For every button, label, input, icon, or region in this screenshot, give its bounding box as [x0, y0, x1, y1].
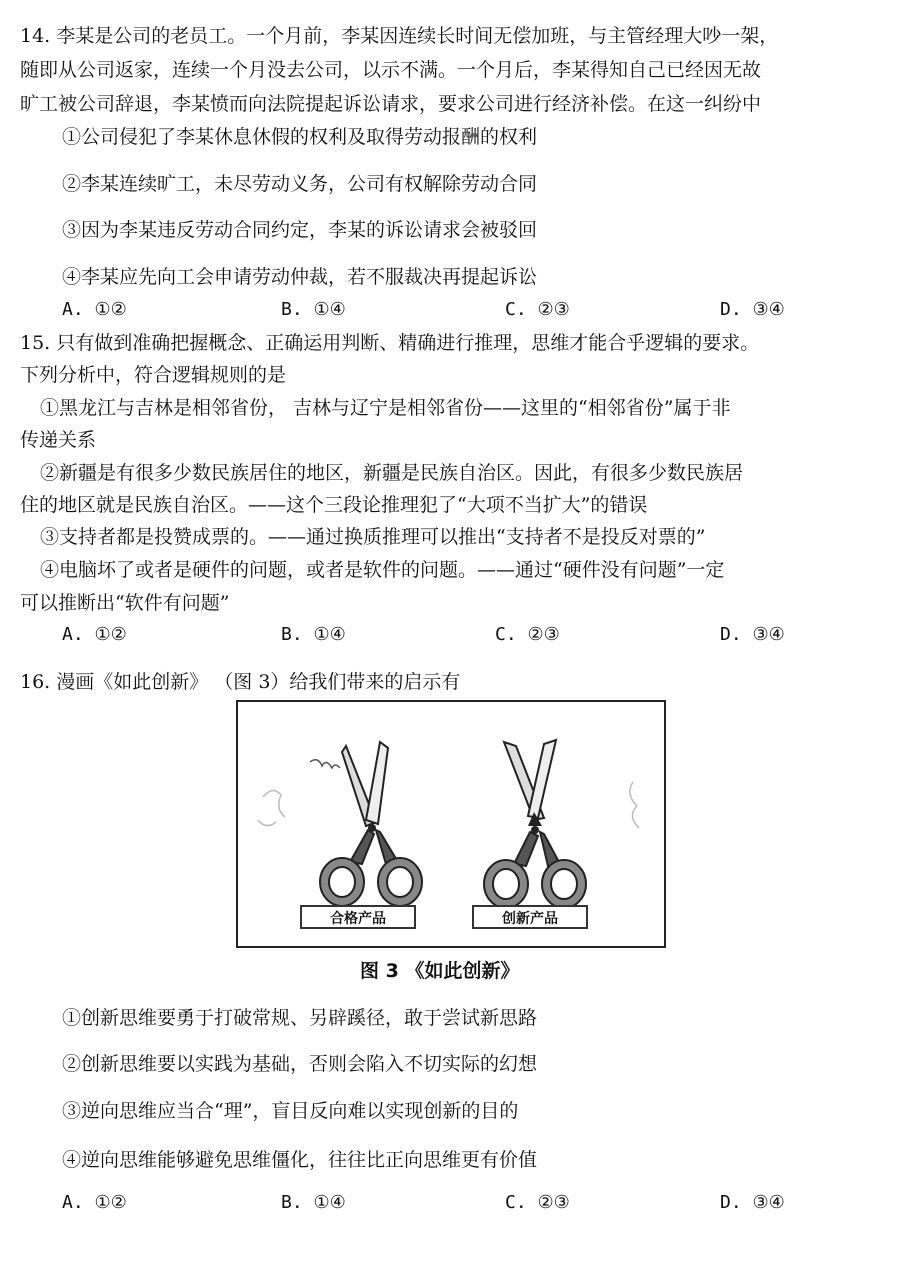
figure-caption: 图 3 《如此创新》 [360, 960, 520, 982]
q15-item-3: ③支持者都是投赞成票的。——通过换质推理可以推出“支持者不是投反对票的” [40, 526, 706, 548]
q15-option-b: B. ①④ [281, 624, 346, 645]
q16-item-2: ②创新思维要以实践为基础，否则会陷入不切实际的幻想 [62, 1053, 538, 1075]
q16-item-3: ③逆向思维应当合“理”，盲目反向难以实现创新的目的 [62, 1100, 519, 1122]
q16-option-d: D. ③④ [720, 1192, 785, 1213]
q15-option-a: A. ①② [62, 624, 127, 645]
q14-option-c: C. ②③ [505, 299, 570, 320]
q15-stem-line-1: 15. 只有做到准确把握概念、正确运用判断、精确进行推理，思维才能合乎逻辑的要求。 [20, 332, 760, 354]
innovative-product-label: 创新产品 [472, 905, 588, 929]
q14-item-4: ④李某应先向工会申请劳动仲裁，若不服裁决再提起诉讼 [62, 266, 538, 288]
q15-item-1-line-2: 传递关系 [20, 429, 97, 451]
q14-item-3: ③因为李某违反劳动合同约定，李某的诉讼请求会被驳回 [62, 219, 538, 241]
q15-item-1-line-1: ①黑龙江与吉林是相邻省份， 吉林与辽宁是相邻省份——这里的“相邻省份”属于非 [40, 397, 731, 419]
qualified-product-label: 合格产品 [300, 905, 416, 929]
q14-item-1: ①公司侵犯了李某休息休假的权利及取得劳动报酬的权利 [62, 126, 538, 148]
q15-item-4-line-1: ④电脑坏了或者是硬件的问题，或者是软件的问题。——通过“硬件没有问题”一定 [40, 559, 725, 581]
q15-item-2-line-1: ②新疆是有很多少数民族居住的地区，新疆是民族自治区。因此，有很多少数民族居 [40, 462, 744, 484]
q14-stem-line-1: 14. 李某是公司的老员工。一个月前，李某因连续长时间无偿加班，与主管经理大吵一架， [20, 25, 779, 47]
innovative-scissors [484, 740, 586, 908]
q14-stem-line-3: 旷工被公司辞退，李某愤而向法院提起诉讼请求，要求公司进行经济补偿。在这一纠纷中 [20, 93, 762, 115]
q16-option-c: C. ②③ [505, 1192, 570, 1213]
q15-stem-line-2: 下列分析中，符合逻辑规则的是 [20, 364, 287, 386]
q15-option-d: D. ③④ [720, 624, 785, 645]
cartoon-figure [236, 700, 666, 948]
q14-stem-line-2: 随即从公司返家，连续一个月没去公司，以示不满。一个月后，李某得知自己已经因无故 [20, 59, 762, 81]
q15-item-4-line-2: 可以推断出“软件有问题” [20, 592, 230, 614]
q14-option-d: D. ③④ [720, 299, 785, 320]
q14-option-a: A. ①② [62, 299, 127, 320]
q16-item-1: ①创新思维要勇于打破常规、另辟蹊径，敢于尝试新思路 [62, 1007, 538, 1029]
q16-option-a: A. ①② [62, 1192, 127, 1213]
q16-item-4: ④逆向思维能够避免思维僵化，往往比正向思维更有价值 [62, 1149, 538, 1171]
q15-item-2-line-2: 住的地区就是民族自治区。——这个三段论推理犯了“大项不当扩大”的错误 [20, 494, 648, 516]
q15-option-c: C. ②③ [495, 624, 560, 645]
qualified-scissors [320, 742, 422, 906]
q16-stem: 16. 漫画《如此创新》 （图 3）给我们带来的启示有 [20, 671, 461, 693]
q14-option-b: B. ①④ [281, 299, 346, 320]
q16-option-b: B. ①④ [281, 1192, 346, 1213]
q14-item-2: ②李某连续旷工，未尽劳动义务，公司有权解除劳动合同 [62, 173, 538, 195]
